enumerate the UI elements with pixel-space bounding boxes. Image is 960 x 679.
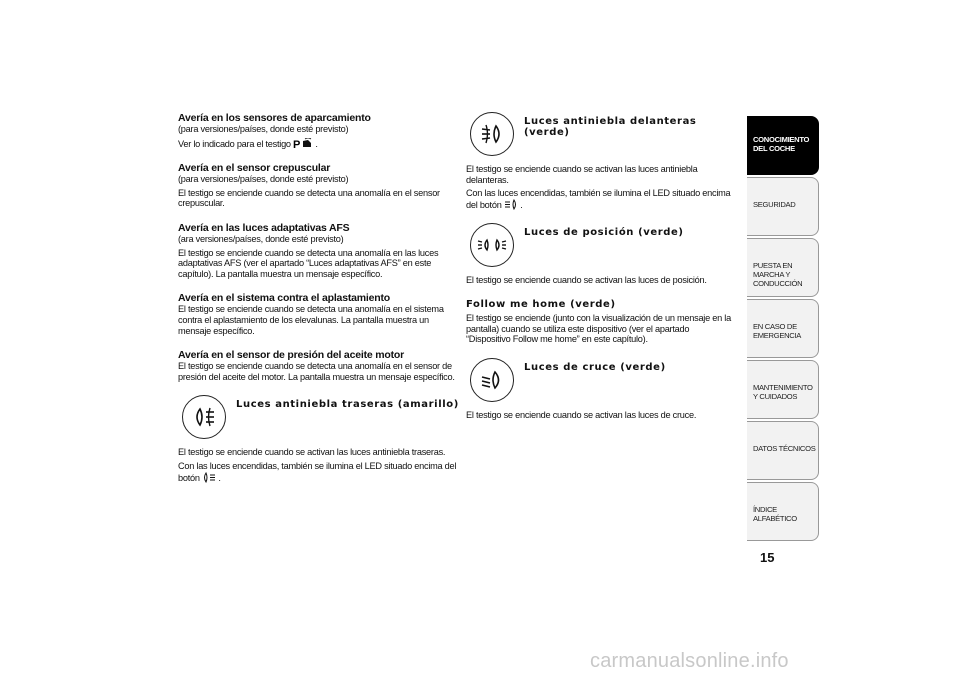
- left-column: [178, 112, 460, 496]
- section-header: [466, 112, 736, 156]
- section-oil-pressure-sensor: [178, 349, 460, 382]
- parking-sensor-icon: [293, 138, 313, 149]
- position-lights-icon: [470, 223, 514, 267]
- tab-mantenimiento[interactable]: MANTENIMIENTO Y CUIDADOS: [747, 360, 819, 419]
- section-text: El testigo se enciende cuando se detecta una anomalía en el sensor crepuscular.: [178, 187, 440, 209]
- svg-text:P: P: [293, 138, 301, 149]
- watermark: carmanualsonline.info: [590, 650, 789, 672]
- section-text: Con las luces encendidas, también se ilumina el LED situado encima del botón .: [466, 188, 731, 210]
- front-fog-light-icon: [470, 112, 514, 156]
- section-title: Avería en el sensor crepuscular: [178, 162, 331, 175]
- right-column: [466, 112, 736, 433]
- rear-fog-light-icon: [182, 395, 226, 439]
- tab-seguridad[interactable]: SEGURIDAD: [747, 177, 819, 236]
- section-rear-fog-lights: [178, 395, 460, 483]
- section-title: Luces antiniebla delanteras (verde): [524, 116, 697, 138]
- tab-indice-alfabetico[interactable]: ÍNDICE ALFABÉTICO: [747, 482, 819, 541]
- section-title: Avería en el sensor de presión del aceite motor: [178, 349, 404, 362]
- section-twilight-sensor: [178, 162, 460, 209]
- section-text: El testigo se enciende cuando se activan las luces de posición.: [466, 275, 707, 286]
- section-title: Follow me home (verde): [466, 298, 616, 310]
- section-dipped-beam: [466, 358, 736, 421]
- tab-puesta-en-marcha[interactable]: PUESTA EN MARCHA Y CONDUCCIÓN: [747, 238, 819, 297]
- tab-conocimiento-del-coche[interactable]: CONOCIMIENTO DEL COCHE: [747, 116, 819, 175]
- section-parking-sensors: [178, 112, 460, 149]
- section-front-fog-lights: [466, 112, 736, 210]
- section-text: El testigo se enciende cuando se detecta una anomalía en las luces adaptativas AFS (ver el apartado “Luces adaptativas AFS” en este capítulo). La pantalla muestra un mensaje específico.: [178, 247, 439, 279]
- section-text: El testigo se enciende cuando se activan las luces de cruce.: [466, 409, 697, 420]
- rear-fog-button-icon: [202, 472, 216, 483]
- section-header: [178, 395, 460, 439]
- section-title: Avería en las luces adaptativas AFS: [178, 221, 350, 234]
- section-text: Ver lo indicado para el testigo P .: [178, 138, 318, 149]
- section-subtitle: (para versiones/países, donde esté previsto): [178, 124, 349, 134]
- section-text: El testigo se enciende cuando se detecta una anomalía en el sistema contra el aplastamiento de los elevalunas. La pantalla muestra un mensaje específico.: [178, 304, 444, 336]
- page-number: 15: [760, 550, 775, 565]
- section-text: El testigo se enciende cuando se activan las luces antiniebla delanteras.: [466, 164, 698, 185]
- section-title: Avería en los sensores de aparcamiento: [178, 112, 371, 124]
- section-subtitle: (para versiones/países, donde esté previsto): [178, 174, 349, 185]
- section-anti-pinch: [178, 292, 460, 336]
- section-header: [466, 358, 736, 402]
- section-title: Luces de cruce (verde): [524, 361, 666, 373]
- dipped-beam-icon: [470, 358, 514, 402]
- section-follow-me-home: [466, 299, 736, 345]
- section-text: Con las luces encendidas, también se ilumina el LED situado encima del botón .: [178, 460, 457, 483]
- section-title: Avería en el sistema contra el aplastamiento: [178, 292, 390, 305]
- tab-en-caso-de-emergencia[interactable]: EN CASO DE EMERGENCIA: [747, 299, 819, 358]
- section-text: El testigo se enciende cuando se detecta una anomalía en el sensor de presión del aceite del motor. La pantalla muestra un mensaje específico.: [178, 361, 455, 382]
- section-position-lights: [466, 223, 736, 286]
- section-title: Luces antiniebla traseras (amarillo): [236, 399, 459, 411]
- front-fog-button-icon: [504, 199, 518, 210]
- section-subtitle: (ara versiones/países, donde esté previsto): [178, 233, 344, 244]
- section-afs-lights: [178, 222, 460, 279]
- chapter-sidebar: [747, 116, 819, 543]
- section-title: Luces de posición (verde): [524, 227, 684, 239]
- section-text: El testigo se enciende cuando se activan las luces antiniebla traseras.: [178, 447, 446, 458]
- tab-datos-tecnicos[interactable]: DATOS TÉCNICOS: [747, 421, 819, 480]
- section-header: [466, 223, 736, 267]
- section-text: El testigo se enciende (junto con la visualización de un mensaje en la pantalla) cuando se utiliza este dispositivo (ver el apartado “Dispositivo Follow me home” en este capítulo).: [466, 312, 731, 345]
